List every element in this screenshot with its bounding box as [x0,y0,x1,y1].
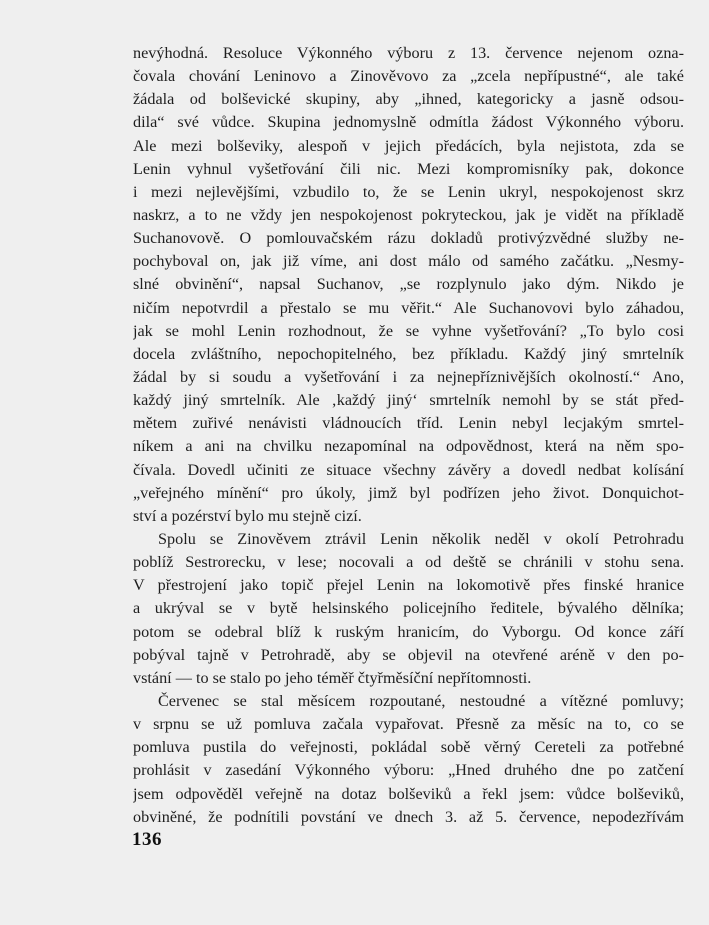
text-line: poblíž Sestrorecku, v lese; nocovali a od deště se chránili v stohu sena. [133,553,684,572]
text-line: Lenin vyhnul vyšetřování čili nic. Mezi kompromisníky pak, dokonce [133,159,684,178]
text-line: mětem zuřivé nenávisti vládnoucích tříd. Lenin nebyl lecjakým smrtel- [133,414,684,433]
text-line: nevýhodná. Resoluce Výkonného výboru z 13. července nejenom ozna- [133,44,684,62]
text-line: i mezi nejlevějšími, vzbudilo to, že se Lenin ukryl, nespokojenost skrz [133,182,684,201]
text-line: čovala chování Leninovo a Zinověvovo za „zcela nepřípustné“, ale také [133,67,684,86]
text-line: docela zvláštního, nepochopitelného, bez příkladu. Každý jiný smrtelník [133,344,684,363]
text-line: V přestrojení jako topič přejel Lenin na lokomotivě přes finské hranice [133,576,684,595]
text-line: pobýval tajně v Petrohradě, aby se objevil na otevřené aréně v den po- [133,645,684,664]
text-line: potom se odebral blíž k ruským hranicím, do Vyborgu. Od konce září [133,622,684,641]
text-line: pomluva pustila do veřejnosti, pokládal sobě věrný Cereteli za potřebné [133,738,684,757]
text-line: ství a pozérství bylo mu stejně cizí. [133,506,362,525]
paragraph [133,42,684,528]
page-number: 136 [132,829,162,850]
text-line: obviněné, že podnítili povstání ve dnech 3. až 5. července, nepodezřívám [133,807,684,826]
text-line: Červenec se stal měsícem rozpoutané, nestoudné a vítězné pomluvy; [158,691,684,710]
text-line: žádala od bolševické skupiny, aby „ihned, kategoricky a jasně odsou- [133,90,684,109]
text-line: Ale mezi bolševiky, alespoň v jejich předácích, byla nejistota, zda se [133,136,684,155]
text-line: Spolu se Zinověvem ztrávil Lenin několik neděl v okolí Petrohradu [158,529,684,548]
text-line: v srpnu se už pomluva začala vypařovat. Přesně za měsíc na to, co se [133,715,684,734]
text-line: jak se mohl Lenin rozhodnout, že se vyhne vyšetřování? „To bylo cosi [133,321,684,340]
text-line: Suchanovově. O pomlouvačském rázu dokladů protivýzvědné služby ne- [133,229,684,248]
text-line: žádal by si soudu a vyšetřování i za nejnepříznivějších okolností.“ Ano, [133,367,684,386]
paragraph [133,690,684,829]
text-line: čívala. Dovedl učiniti ze situace všechny závěry a dovedl nedbat kolísání [133,460,684,479]
text-line: dila“ své vůdce. Skupina jednomyslně odmítla žádost Výkonného výboru. [133,113,684,132]
text-line: níkem a ani na chvilku nezapomínal na odpovědnost, která na něm spo- [133,437,684,456]
paragraph [133,528,684,690]
text-line: slné obvinění“, napsal Suchanov, „se rozplynulo jako dým. Nikdo je [133,275,684,294]
text-line: pochyboval on, jak již víme, ani dost málo od samého začátku. „Nesmy- [133,252,684,271]
body-text [133,42,684,829]
text-line: „veřejného mínění“ pro úkoly, jimž byl podřízen jeho život. Donquichot- [133,483,684,502]
text-line: jsem odpověděl veřejně na dotaz bolševiků a řekl jsem: vůdce bolševiků, [133,784,684,803]
text-line: prohlásit v zasedání Výkonného výboru: „Hned druhého dne po zatčení [133,761,684,780]
text-line: naskrz, a to ne vždy jen nespokojenost pokryteckou, jak je vidět na příkladě [133,205,684,224]
text-line: ničím nepotvrdil a přestalo se mu věřit.“ Ale Suchanovovi bylo záhadou, [133,298,684,317]
text-line: vstání — to se stalo po jeho téměř čtyřměsíční nepřítomnosti. [133,668,532,687]
text-line: a ukrýval se v bytě helsinského policejního ředitele, bývalého dělníka; [133,599,684,618]
text-line: každý jiný smrtelník. Ale ‚každý jiný‘ smrtelník nemohl by se stát před- [133,391,684,410]
